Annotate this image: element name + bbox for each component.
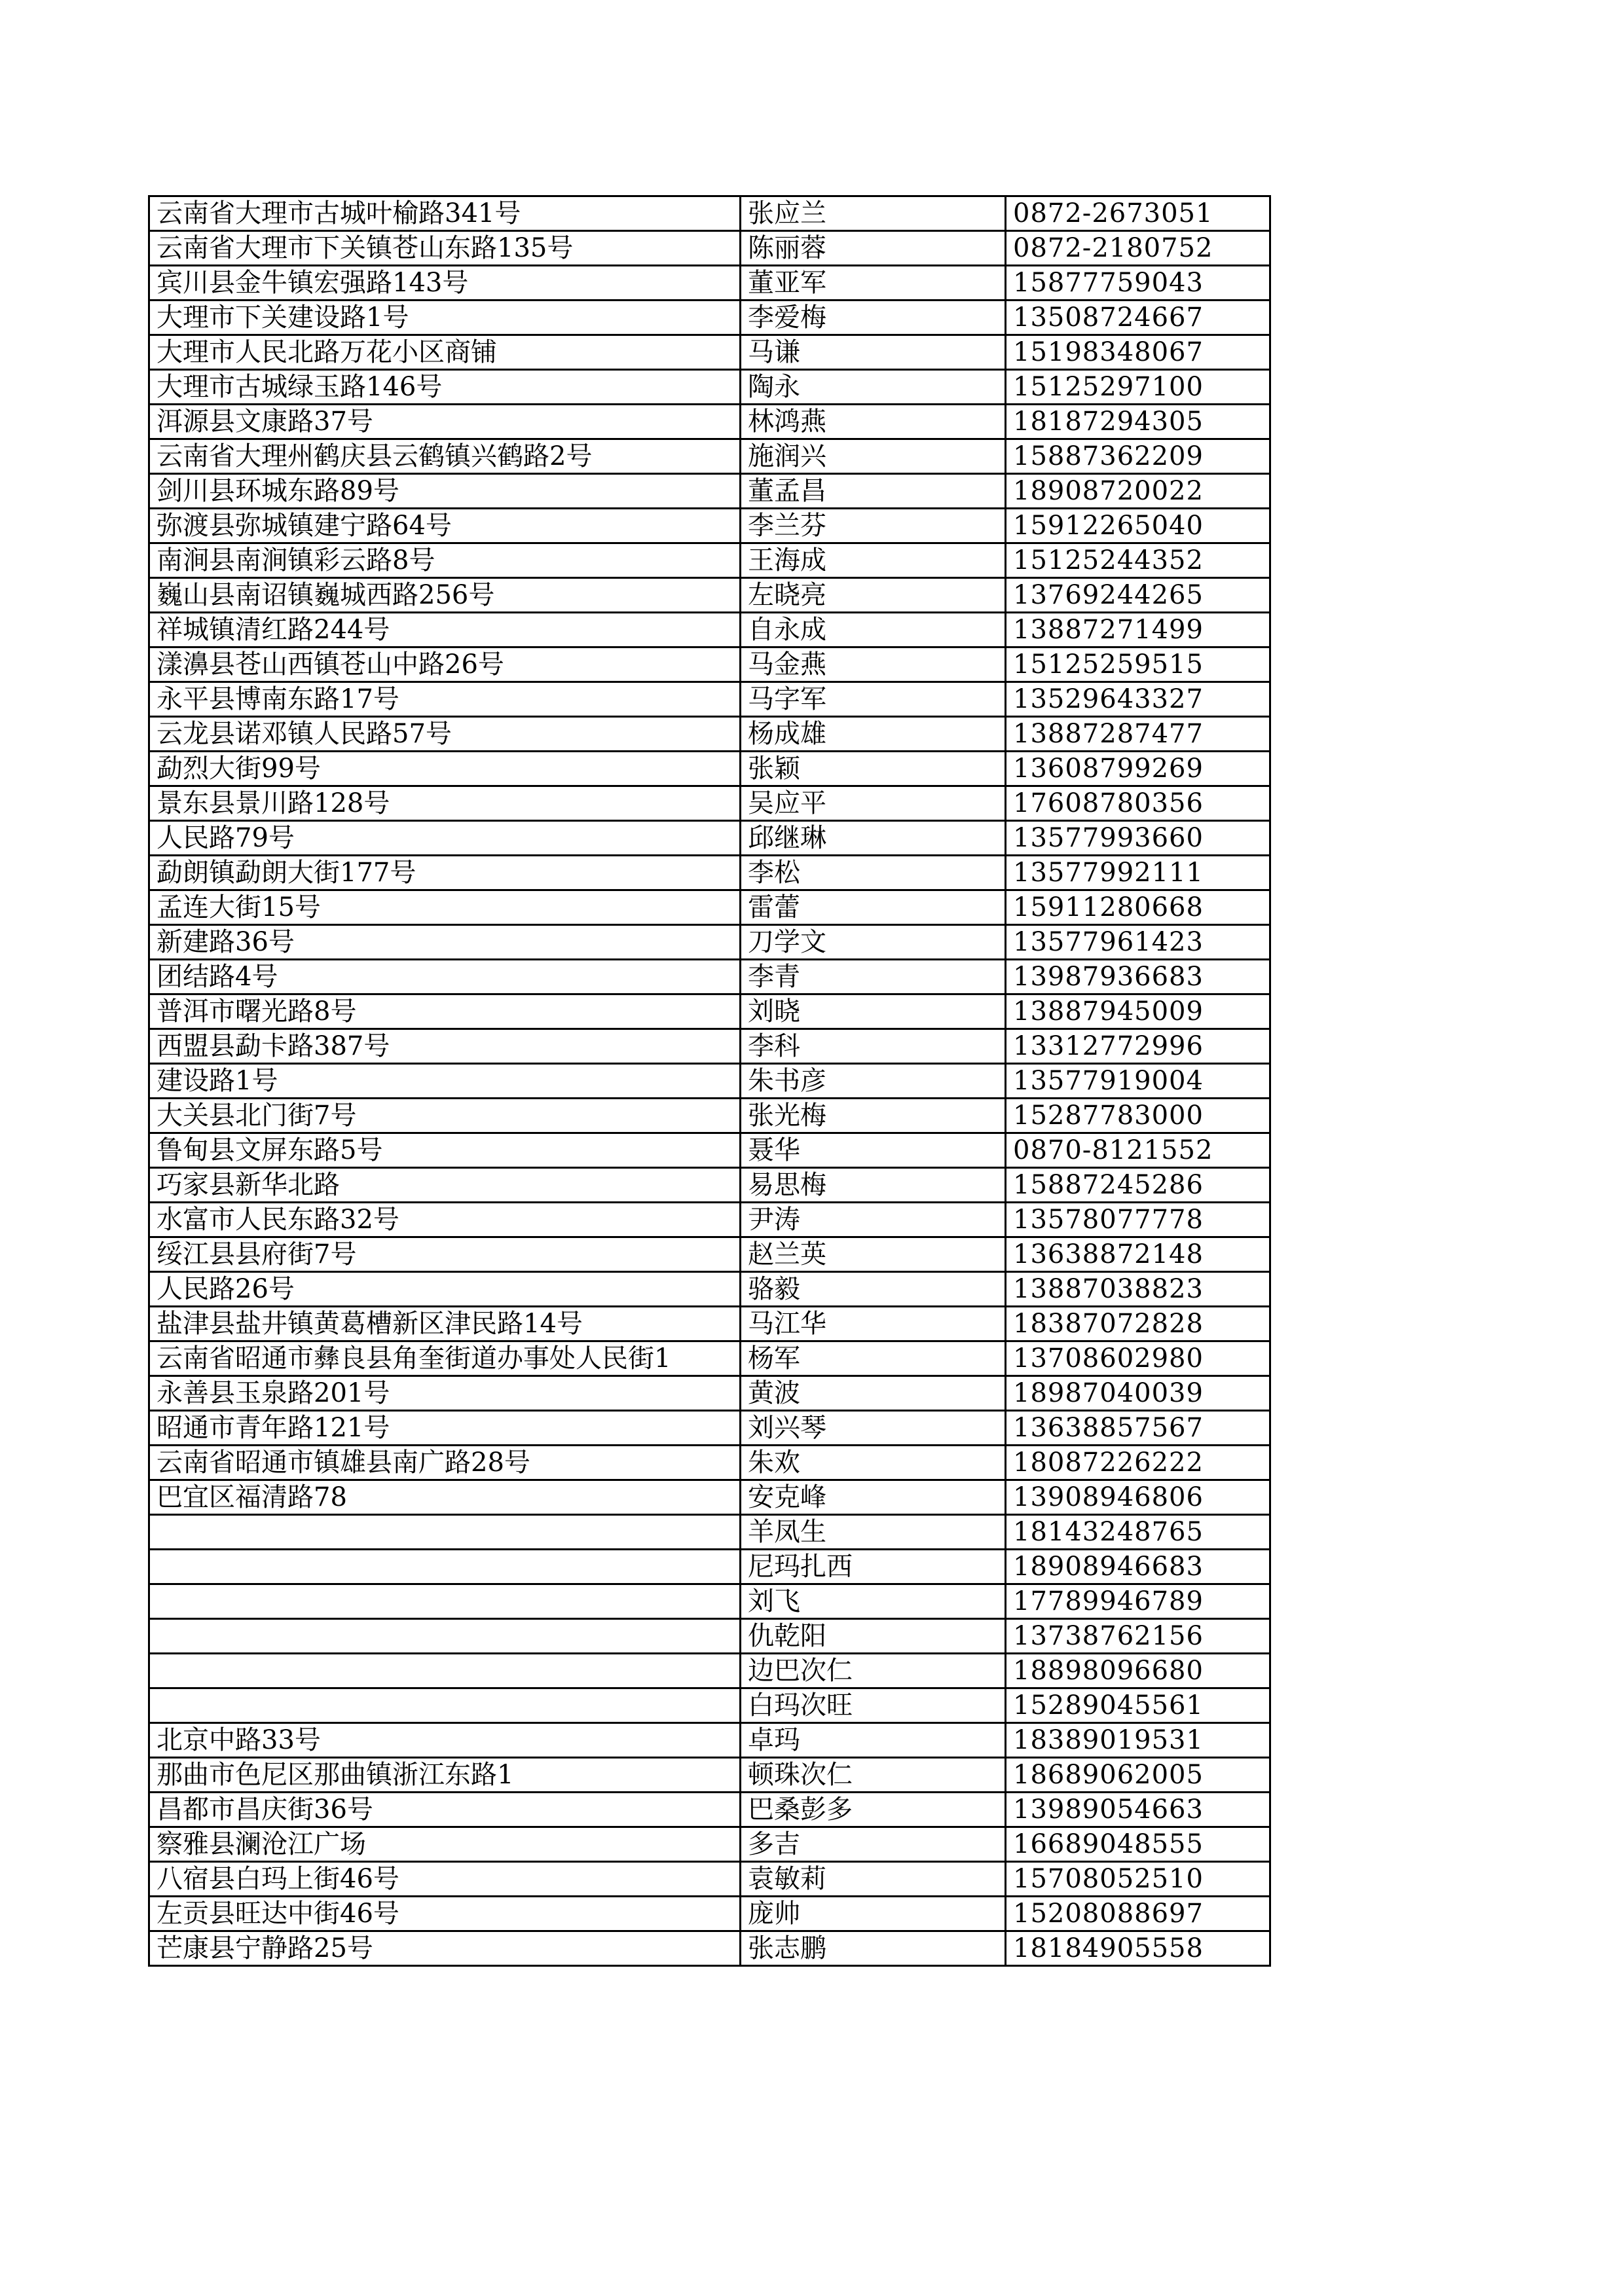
table-row	[149, 1446, 1270, 1480]
name-cell: 董孟昌	[741, 474, 1006, 509]
table-row	[149, 1793, 1270, 1827]
table-row	[149, 405, 1270, 439]
phone-cell: 18908946683	[1006, 1550, 1270, 1584]
phone-cell: 13708602980	[1006, 1341, 1270, 1376]
contact-table-body	[149, 196, 1270, 1966]
name-cell: 尹涛	[741, 1203, 1006, 1237]
name-cell: 朱欢	[741, 1446, 1006, 1480]
name-cell: 马江华	[741, 1307, 1006, 1341]
table-row	[149, 682, 1270, 717]
phone-cell: 18908720022	[1006, 474, 1270, 509]
phone-cell: 18987040039	[1006, 1376, 1270, 1411]
table-row	[149, 1758, 1270, 1793]
name-cell: 李松	[741, 856, 1006, 890]
name-cell: 仇乾阳	[741, 1619, 1006, 1654]
table-row	[149, 856, 1270, 890]
table-row	[149, 301, 1270, 335]
phone-cell: 13577993660	[1006, 821, 1270, 856]
phone-cell: 18898096680	[1006, 1654, 1270, 1688]
name-cell: 顿珠次仁	[741, 1758, 1006, 1793]
address-cell: 永善县玉泉路201号	[149, 1376, 741, 1411]
phone-cell: 18143248765	[1006, 1515, 1270, 1550]
address-cell	[149, 1654, 741, 1688]
name-cell: 朱书彦	[741, 1064, 1006, 1099]
address-cell: 孟连大街15号	[149, 890, 741, 925]
address-cell: 云南省大理市古城叶榆路341号	[149, 196, 741, 231]
table-row	[149, 1203, 1270, 1237]
table-row	[149, 196, 1270, 231]
address-cell: 云南省昭通市彝良县角奎街道办事处人民街1	[149, 1341, 741, 1376]
address-cell: 宾川县金牛镇宏强路143号	[149, 266, 741, 301]
phone-cell: 13608799269	[1006, 752, 1270, 786]
address-cell: 八宿县白玛上街46号	[149, 1862, 741, 1897]
address-cell: 那曲市色尼区那曲镇浙江东路1	[149, 1758, 741, 1793]
phone-cell: 15125297100	[1006, 370, 1270, 405]
name-cell: 施润兴	[741, 439, 1006, 474]
address-cell: 人民路26号	[149, 1272, 741, 1307]
address-cell: 普洱市曙光路8号	[149, 994, 741, 1029]
phone-cell: 15287783000	[1006, 1099, 1270, 1133]
address-cell: 北京中路33号	[149, 1723, 741, 1758]
name-cell: 杨军	[741, 1341, 1006, 1376]
phone-cell: 13508724667	[1006, 301, 1270, 335]
phone-cell: 15887245286	[1006, 1168, 1270, 1203]
phone-cell: 13769244265	[1006, 578, 1270, 613]
address-cell: 云龙县诺邓镇人民路57号	[149, 717, 741, 752]
name-cell: 张志鹏	[741, 1931, 1006, 1966]
name-cell: 杨成雄	[741, 717, 1006, 752]
phone-cell: 15911280668	[1006, 890, 1270, 925]
address-cell: 弥渡县弥城镇建宁路64号	[149, 509, 741, 543]
address-cell: 西盟县勐卡路387号	[149, 1029, 741, 1064]
phone-cell: 18689062005	[1006, 1758, 1270, 1793]
phone-cell: 13738762156	[1006, 1619, 1270, 1654]
address-cell: 勐朗镇勐朗大街177号	[149, 856, 741, 890]
table-row	[149, 439, 1270, 474]
name-cell: 刘晓	[741, 994, 1006, 1029]
table-row	[149, 1376, 1270, 1411]
phone-cell: 13989054663	[1006, 1793, 1270, 1827]
table-row	[149, 474, 1270, 509]
phone-cell: 0870-8121552	[1006, 1133, 1270, 1168]
name-cell: 张应兰	[741, 196, 1006, 231]
address-cell: 漾濞县苍山西镇苍山中路26号	[149, 647, 741, 682]
table-row	[149, 613, 1270, 647]
phone-cell: 15708052510	[1006, 1862, 1270, 1897]
address-cell: 建设路1号	[149, 1064, 741, 1099]
name-cell: 多吉	[741, 1827, 1006, 1862]
address-cell: 水富市人民东路32号	[149, 1203, 741, 1237]
table-row	[149, 1307, 1270, 1341]
phone-cell: 15125244352	[1006, 543, 1270, 578]
name-cell: 黄波	[741, 1376, 1006, 1411]
name-cell: 左晓亮	[741, 578, 1006, 613]
address-cell: 芒康县宁静路25号	[149, 1931, 741, 1966]
address-cell	[149, 1515, 741, 1550]
name-cell: 尼玛扎西	[741, 1550, 1006, 1584]
name-cell: 张光梅	[741, 1099, 1006, 1133]
table-row	[149, 1064, 1270, 1099]
address-cell: 云南省大理州鹤庆县云鹤镇兴鹤路2号	[149, 439, 741, 474]
phone-cell: 15877759043	[1006, 266, 1270, 301]
name-cell: 李爱梅	[741, 301, 1006, 335]
name-cell: 董亚军	[741, 266, 1006, 301]
phone-cell: 13577992111	[1006, 856, 1270, 890]
address-cell: 昌都市昌庆街36号	[149, 1793, 741, 1827]
name-cell: 骆毅	[741, 1272, 1006, 1307]
table-row	[149, 1133, 1270, 1168]
table-row	[149, 543, 1270, 578]
name-cell: 易思梅	[741, 1168, 1006, 1203]
table-row	[149, 994, 1270, 1029]
table-row	[149, 1688, 1270, 1723]
address-cell: 盐津县盐井镇黄葛槽新区津民路14号	[149, 1307, 741, 1341]
name-cell: 刀学文	[741, 925, 1006, 960]
address-cell: 云南省大理市下关镇苍山东路135号	[149, 231, 741, 266]
phone-cell: 13887287477	[1006, 717, 1270, 752]
address-cell: 人民路79号	[149, 821, 741, 856]
table-row	[149, 1029, 1270, 1064]
address-cell	[149, 1688, 741, 1723]
address-cell: 察雅县澜沧江广场	[149, 1827, 741, 1862]
address-cell: 永平县博南东路17号	[149, 682, 741, 717]
name-cell: 羊凤生	[741, 1515, 1006, 1550]
phone-cell: 0872-2673051	[1006, 196, 1270, 231]
address-cell: 剑川县环城东路89号	[149, 474, 741, 509]
phone-cell: 18087226222	[1006, 1446, 1270, 1480]
name-cell: 马字军	[741, 682, 1006, 717]
table-row	[149, 1619, 1270, 1654]
address-cell: 南涧县南涧镇彩云路8号	[149, 543, 741, 578]
table-row	[149, 1723, 1270, 1758]
table-row	[149, 1411, 1270, 1446]
address-cell: 巴宜区福清路78	[149, 1480, 741, 1515]
table-row	[149, 1897, 1270, 1931]
address-cell: 新建路36号	[149, 925, 741, 960]
table-row	[149, 890, 1270, 925]
table-row	[149, 335, 1270, 370]
address-cell: 大理市人民北路万花小区商铺	[149, 335, 741, 370]
address-cell: 景东县景川路128号	[149, 786, 741, 821]
name-cell: 王海成	[741, 543, 1006, 578]
phone-cell: 13987936683	[1006, 960, 1270, 994]
table-row	[149, 1584, 1270, 1619]
phone-cell: 13638872148	[1006, 1237, 1270, 1272]
address-cell: 巍山县南诏镇巍城西路256号	[149, 578, 741, 613]
name-cell: 陈丽蓉	[741, 231, 1006, 266]
name-cell: 雷蕾	[741, 890, 1006, 925]
phone-cell: 18187294305	[1006, 405, 1270, 439]
table-row	[149, 647, 1270, 682]
table-row	[149, 1515, 1270, 1550]
table-row	[149, 1099, 1270, 1133]
table-row	[149, 1237, 1270, 1272]
address-cell: 左贡县旺达中街46号	[149, 1897, 741, 1931]
table-row	[149, 786, 1270, 821]
address-cell: 勐烈大街99号	[149, 752, 741, 786]
name-cell: 林鸿燕	[741, 405, 1006, 439]
phone-cell: 15198348067	[1006, 335, 1270, 370]
table-row	[149, 1480, 1270, 1515]
address-cell: 昭通市青年路121号	[149, 1411, 741, 1446]
table-row	[149, 266, 1270, 301]
table-row	[149, 370, 1270, 405]
name-cell: 李青	[741, 960, 1006, 994]
phone-cell: 13577919004	[1006, 1064, 1270, 1099]
name-cell: 自永成	[741, 613, 1006, 647]
name-cell: 陶永	[741, 370, 1006, 405]
phone-cell: 13908946806	[1006, 1480, 1270, 1515]
address-cell: 大理市古城绿玉路146号	[149, 370, 741, 405]
table-row	[149, 578, 1270, 613]
table-row	[149, 1341, 1270, 1376]
table-row	[149, 231, 1270, 266]
phone-cell: 18387072828	[1006, 1307, 1270, 1341]
table-row	[149, 1550, 1270, 1584]
name-cell: 边巴次仁	[741, 1654, 1006, 1688]
name-cell: 刘飞	[741, 1584, 1006, 1619]
phone-cell: 15289045561	[1006, 1688, 1270, 1723]
phone-cell: 16689048555	[1006, 1827, 1270, 1862]
name-cell: 庞帅	[741, 1897, 1006, 1931]
table-row	[149, 1272, 1270, 1307]
table-row	[149, 821, 1270, 856]
name-cell: 刘兴琴	[741, 1411, 1006, 1446]
address-cell: 大关县北门街7号	[149, 1099, 741, 1133]
name-cell: 巴桑彭多	[741, 1793, 1006, 1827]
address-cell: 洱源县文康路37号	[149, 405, 741, 439]
table-row	[149, 925, 1270, 960]
table-row	[149, 1168, 1270, 1203]
name-cell: 袁敏莉	[741, 1862, 1006, 1897]
address-cell: 鲁甸县文屏东路5号	[149, 1133, 741, 1168]
address-cell: 祥城镇清红路244号	[149, 613, 741, 647]
address-cell: 巧家县新华北路	[149, 1168, 741, 1203]
phone-cell: 15912265040	[1006, 509, 1270, 543]
phone-cell: 17789946789	[1006, 1584, 1270, 1619]
phone-cell: 18389019531	[1006, 1723, 1270, 1758]
phone-cell: 13887038823	[1006, 1272, 1270, 1307]
name-cell: 白玛次旺	[741, 1688, 1006, 1723]
phone-cell: 15125259515	[1006, 647, 1270, 682]
phone-cell: 18184905558	[1006, 1931, 1270, 1966]
address-cell	[149, 1619, 741, 1654]
phone-cell: 17608780356	[1006, 786, 1270, 821]
phone-cell: 13887945009	[1006, 994, 1270, 1029]
phone-cell: 13578077778	[1006, 1203, 1270, 1237]
table-row	[149, 752, 1270, 786]
name-cell: 李科	[741, 1029, 1006, 1064]
phone-cell: 15887362209	[1006, 439, 1270, 474]
name-cell: 邱继琳	[741, 821, 1006, 856]
phone-cell: 13577961423	[1006, 925, 1270, 960]
name-cell: 张颖	[741, 752, 1006, 786]
address-cell: 绥江县县府街7号	[149, 1237, 741, 1272]
phone-cell: 13529643327	[1006, 682, 1270, 717]
name-cell: 安克峰	[741, 1480, 1006, 1515]
table-row	[149, 960, 1270, 994]
table-row	[149, 1827, 1270, 1862]
name-cell: 聂华	[741, 1133, 1006, 1168]
name-cell: 赵兰英	[741, 1237, 1006, 1272]
phone-cell: 13638857567	[1006, 1411, 1270, 1446]
name-cell: 卓玛	[741, 1723, 1006, 1758]
address-cell: 云南省昭通市镇雄县南广路28号	[149, 1446, 741, 1480]
table-row	[149, 1654, 1270, 1688]
table-row	[149, 509, 1270, 543]
address-cell	[149, 1550, 741, 1584]
address-cell	[149, 1584, 741, 1619]
phone-cell: 0872-2180752	[1006, 231, 1270, 266]
name-cell: 马谦	[741, 335, 1006, 370]
address-cell: 大理市下关建设路1号	[149, 301, 741, 335]
table-row	[149, 1931, 1270, 1966]
address-cell: 团结路4号	[149, 960, 741, 994]
contact-table	[148, 195, 1271, 1967]
phone-cell: 13312772996	[1006, 1029, 1270, 1064]
name-cell: 李兰芬	[741, 509, 1006, 543]
table-row	[149, 1862, 1270, 1897]
table-row	[149, 717, 1270, 752]
phone-cell: 13887271499	[1006, 613, 1270, 647]
name-cell: 吴应平	[741, 786, 1006, 821]
phone-cell: 15208088697	[1006, 1897, 1270, 1931]
name-cell: 马金燕	[741, 647, 1006, 682]
